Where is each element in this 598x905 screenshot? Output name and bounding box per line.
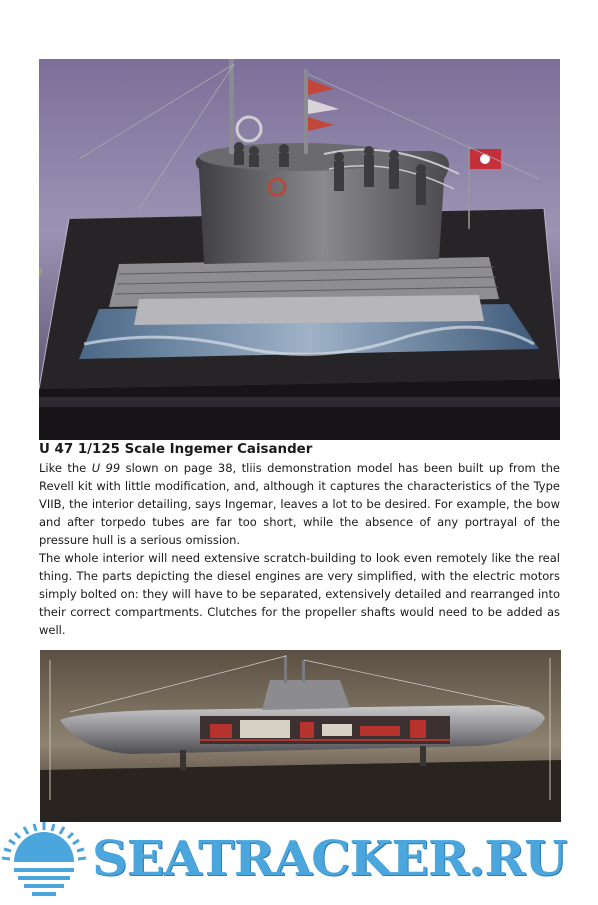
seatracker-watermark (0, 818, 598, 905)
top-photo-u47-conning-tower-model (39, 59, 560, 440)
article-paragraph-2: The whole interior will need extensive scratch-building to look even remotely like the real thing. The parts depicting the diesel engines are very simplified, with the electric motors simply bolted on: they will have to be separated, extensively detailed and rearranged into their correct compartments. Clutches for the propeller shafts would need to be added as well. (39, 551, 560, 637)
article-text-block (39, 441, 560, 639)
sun-logo-icon (0, 818, 92, 905)
paragraph-1-start: Like the (39, 461, 92, 475)
top-photo-image (39, 59, 560, 440)
bottom-photo-cutaway-uboat-model (40, 650, 561, 822)
paragraph-1-rest: slown on page 38, tliis demonstration model has been built up from the Revell kit with little modification, and, although it captures the characteristics of the Type VIIB, the interior detailing, says Ingemar, leaves a lot to be desired. For example, the bow and after torpedo tubes are far too short, while the absence of any portrayal of the pressure hull is a serious omission. (39, 461, 560, 547)
paragraph-1-italic-model-name: U 99 (91, 461, 121, 475)
bottom-photo-image (40, 650, 561, 822)
article-paragraph-1 (39, 459, 560, 549)
photo-caption-title: U 47 1/125 Scale Ingemer Caisander (39, 442, 313, 457)
watermark-site-name: SEATRACKER.RU (92, 831, 567, 887)
